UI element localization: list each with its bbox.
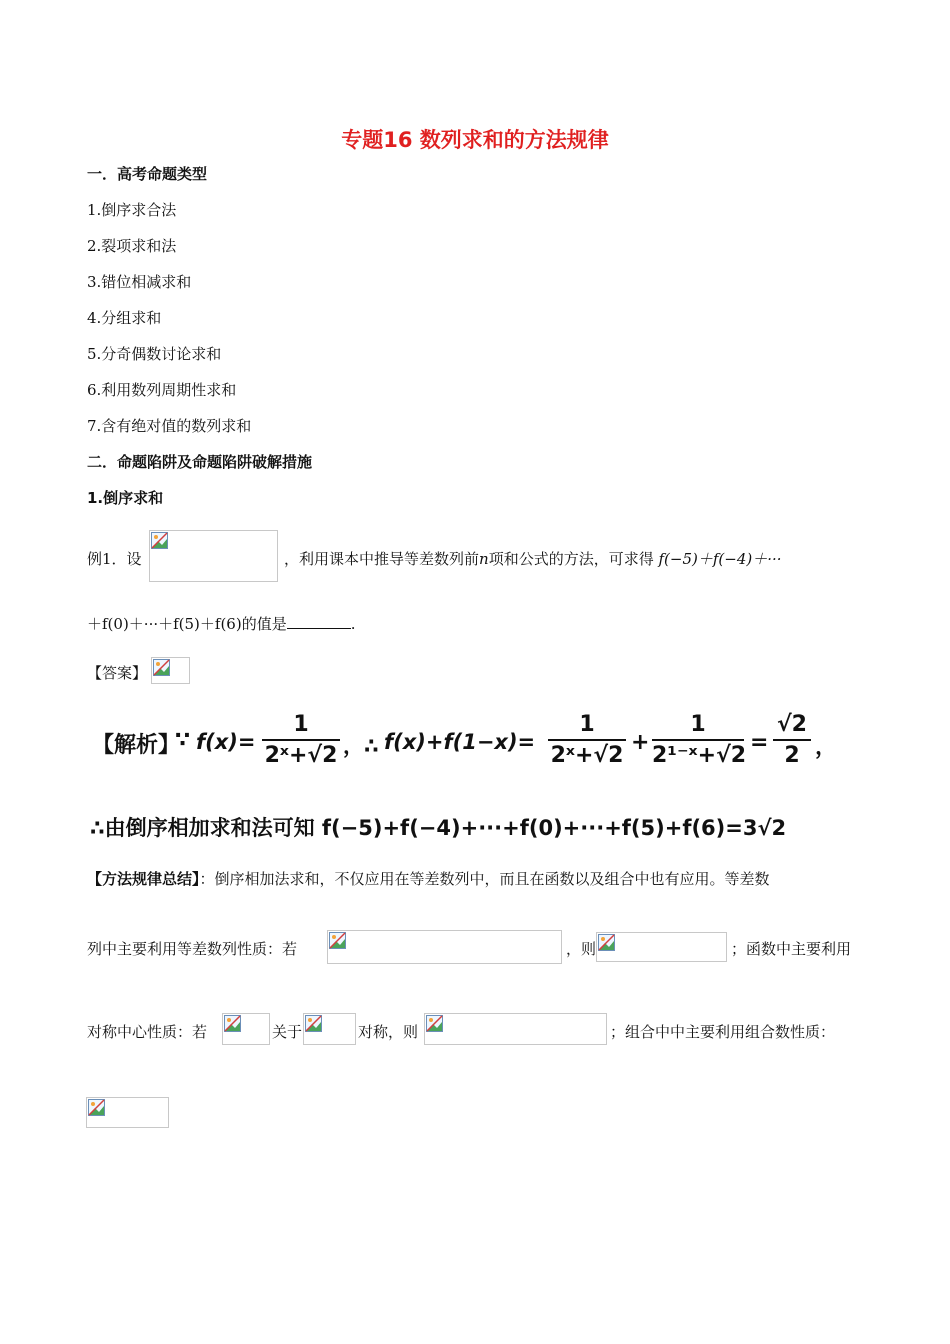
list-item: 2.裂项求和法 — [87, 237, 177, 255]
summary-text: ；函数中主要利用 — [731, 940, 852, 958]
example-text: ，利用课本中推导等差数列前 — [284, 550, 480, 568]
list-item: 5.分奇偶数讨论求和 — [87, 345, 222, 363]
analysis-label: 【解析】 — [92, 733, 181, 758]
broken-image-icon — [426, 1015, 443, 1032]
example-expression: f(−5)＋f(−4)＋··· — [658, 550, 782, 568]
summary-text: 对称，则 — [358, 1023, 419, 1041]
summary-text: ：倒序相加法求和，不仅应用在等差数列中，而且在函数以及组合中也有应用。等差数 — [199, 870, 770, 888]
therefore-symbol: ，∴ — [343, 734, 379, 758]
answer-blank — [287, 614, 351, 629]
comma: ， — [815, 735, 838, 760]
formula-image — [86, 1097, 169, 1128]
section2-heading: 二．命题陷阱及命题陷阱破解措施 — [87, 453, 313, 471]
broken-image-icon — [153, 659, 170, 676]
example-text: 项和公式的方法，可求得 — [488, 550, 654, 568]
example-prefix: 例1．设 — [87, 550, 142, 568]
summary-text: 关于 — [272, 1023, 303, 1041]
answer-image — [151, 657, 190, 684]
formula-image — [327, 930, 562, 964]
list-item: 1.倒序求合法 — [87, 201, 177, 219]
fraction-4: √2 2 — [773, 712, 811, 768]
broken-image-icon — [88, 1099, 105, 1116]
broken-image-icon — [305, 1015, 322, 1032]
summary-label: 【方法规律总结】 — [87, 870, 200, 888]
broken-image-icon — [598, 934, 615, 951]
fraction-1: 1 2ˣ+√2 — [262, 712, 340, 768]
summary-text: ，则 — [566, 940, 597, 958]
list-item: 4.分组求和 — [87, 309, 162, 327]
analysis-conclusion: ∴由倒序相加求和法可知 f(−5)+f(−4)+···+f(0)+···+f(5)+f(6)=3√2 — [90, 816, 787, 840]
list-item: 6.利用数列周期性求和 — [87, 381, 237, 399]
summary-text: 对称中心性质：若 — [87, 1023, 208, 1041]
formula-image — [222, 1013, 270, 1045]
broken-image-icon — [151, 532, 168, 549]
list-item: 7.含有绝对值的数列求和 — [87, 417, 252, 435]
example-end: . — [350, 615, 356, 633]
formula-image — [303, 1013, 356, 1045]
page-title: 专题16 数列求和的方法规律 — [341, 128, 609, 152]
variable-n: n — [479, 550, 489, 568]
fx-label: f(x)= — [196, 730, 256, 754]
example-expression: ＋f(0)＋···＋f(5)＋f(6)的值是 — [87, 615, 287, 633]
fraction-2: 1 2ˣ+√2 — [548, 712, 626, 768]
summary-text: 列中主要利用等差数列性质：若 — [87, 940, 298, 958]
equals-sign: = — [750, 730, 769, 755]
sum-lhs: f(x)+f(1−x)= — [384, 730, 536, 754]
list-item: 3.错位相减求和 — [87, 273, 192, 291]
answer-label: 【答案】 — [87, 664, 148, 682]
plus-sign: + — [631, 730, 650, 755]
formula-image — [149, 530, 278, 582]
subsection-heading: 1.倒序求和 — [87, 489, 164, 507]
fraction-3: 1 2¹⁻ˣ+√2 — [652, 712, 747, 768]
summary-text: ；组合中中主要利用组合数性质： — [610, 1023, 836, 1041]
broken-image-icon — [224, 1015, 241, 1032]
section1-heading: 一．高考命题类型 — [87, 165, 208, 183]
formula-image — [596, 932, 727, 962]
broken-image-icon — [329, 932, 346, 949]
because-symbol: ∵ — [175, 728, 191, 753]
formula-image — [424, 1013, 607, 1045]
